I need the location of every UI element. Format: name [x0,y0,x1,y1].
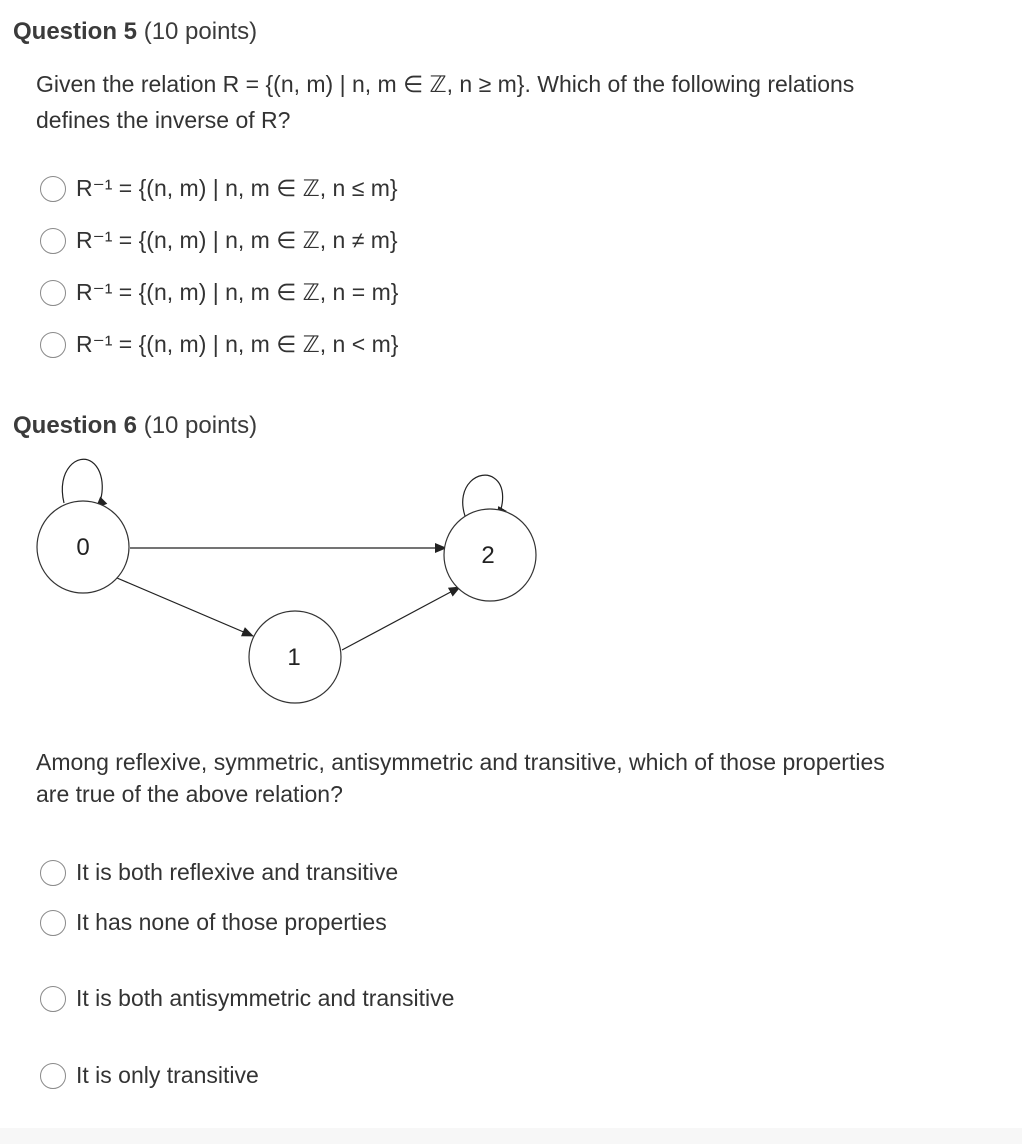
question-5-title: Question 5 [13,18,138,45]
question-6-prompt-line-2: are true of the above relation? [36,781,343,807]
question-5-option-1[interactable] [40,175,398,202]
question-6-option-3[interactable] [40,985,454,1012]
radio-button[interactable] [40,280,66,306]
radio-button[interactable] [40,228,66,254]
option-label: It has none of those properties [76,909,387,935]
question-6-option-4[interactable] [40,1062,259,1089]
option-label: R⁻¹ = {(n, m) | n, m ∈ ℤ, n ≠ m} [76,227,398,253]
question-6-points: (10 points) [143,412,258,439]
question-6-prompt [36,746,885,810]
question-6-heading [13,412,257,440]
option-label: It is only transitive [76,1062,259,1088]
question-6-option-2[interactable] [40,909,387,936]
graph-node-1-label: 1 [287,644,301,671]
radio-button[interactable] [40,910,66,936]
question-5-points: (10 points) [143,18,258,45]
radio-button[interactable] [40,986,66,1012]
question-5-option-2[interactable] [40,227,398,254]
question-5-prompt-line-1: Given the relation R = {(n, m) | n, m ∈ ℤ, n ≥ m}. Which of the following relations [36,71,855,97]
question-6-prompt-line-1: Among reflexive, symmetric, antisymmetric and transitive, which of those properties [36,749,885,775]
question-5-option-4[interactable] [40,331,398,358]
graph-node-2-label: 2 [481,542,495,569]
question-5-heading [13,18,257,46]
question-6-title: Question 6 [13,412,138,439]
option-label: R⁻¹ = {(n, m) | n, m ∈ ℤ, n ≤ m} [76,175,398,201]
question-5-option-3[interactable] [40,279,398,306]
question-5-prompt-line-2: defines the inverse of R? [36,107,291,133]
option-label: It is both reflexive and transitive [76,859,399,885]
option-label: R⁻¹ = {(n, m) | n, m ∈ ℤ, n = m} [76,279,399,305]
relation-graph [0,450,560,720]
radio-button[interactable] [40,860,66,886]
page-bottom-edge [0,1128,1022,1144]
question-6-option-1[interactable] [40,859,398,886]
radio-button[interactable] [40,332,66,358]
radio-button[interactable] [40,176,66,202]
edge-0-to-1 [117,578,253,636]
edge-1-to-2 [342,587,460,650]
option-label: It is both antisymmetric and transitive [76,985,455,1011]
graph-node-0-label: 0 [76,534,90,561]
radio-button[interactable] [40,1063,66,1089]
option-label: R⁻¹ = {(n, m) | n, m ∈ ℤ, n < m} [76,331,399,357]
question-5-prompt [36,66,854,138]
